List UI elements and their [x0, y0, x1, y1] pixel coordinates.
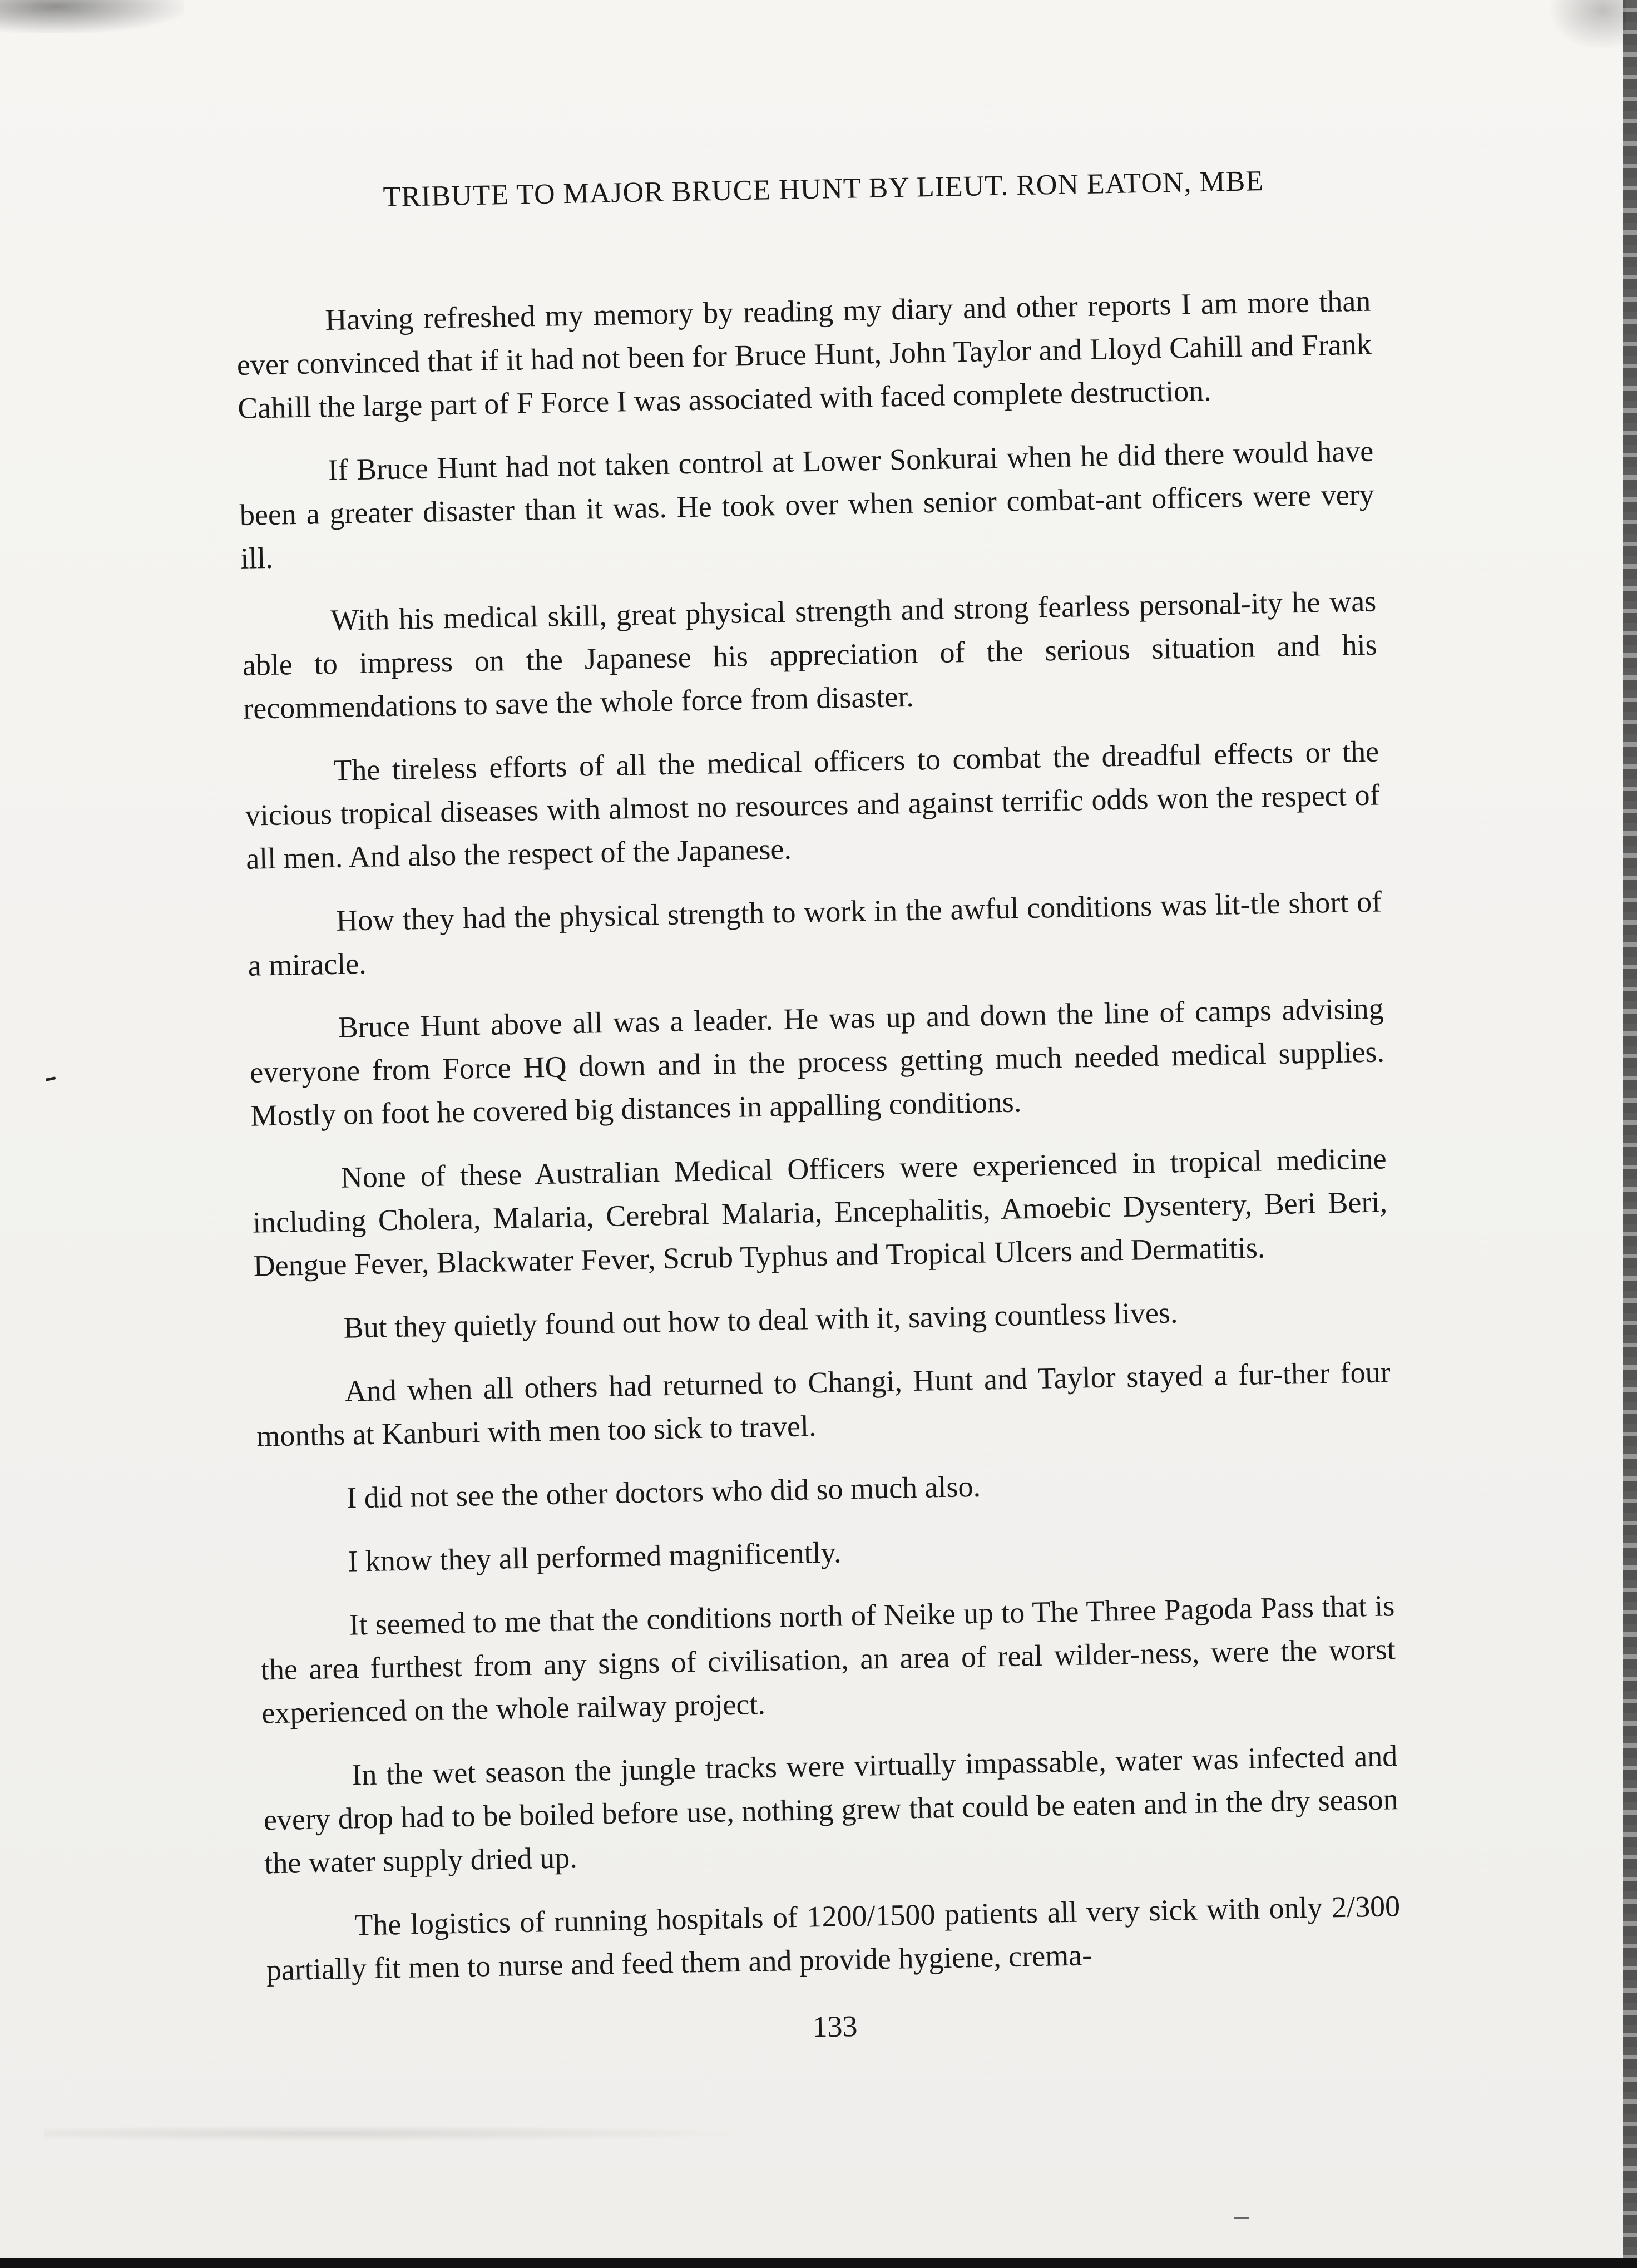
paragraph: The logistics of running hospitals of 1200/1500 patients all very sick with only 2/300 partially fit men to nurse and feed them and provide hygiene, crema-	[266, 1889, 1401, 1987]
stray-mark	[46, 1076, 56, 1081]
paragraph: If Bruce Hunt had not taken control at Lower Sonkurai when he did there would have been a greater disaster than it was. He took over when senior combat-ant officers were very ill.	[239, 434, 1375, 575]
stray-mark	[1234, 2217, 1249, 2219]
paragraph: None of these Australian Medical Officers were experienced in tropical medicine including Cholera, Malaria, Cerebral Malaria, Encephalitis, Amoebic Dysentery, Beri Beri, Dengue Fever, Blackwater Fever, Scrub Typhus and Tropical Ulcers and Dermatitis.	[252, 1142, 1388, 1283]
page-content	[234, 163, 1402, 2054]
scan-smudge	[1548, 0, 1626, 50]
page-number: 133	[812, 2009, 858, 2044]
paragraph: How they had the physical strength to work in the awful conditions was lit-tle short of a miracle.	[248, 885, 1382, 982]
paragraph: Having refreshed my memory by reading my diary and other reports I am more than ever convinced that if it had not been for Bruce Hunt, John Taylor and Lloyd Cahill and Frank Cahill the large part of F Force I was associated with faced complete destruction.	[236, 284, 1372, 425]
paragraph: In the wet season the jungle tracks were virtually impassable, water was infected and every drop had to be boiled before use, nothing grew that could be eaten and in the dry season the water supply dried up.	[263, 1739, 1399, 1880]
paragraph: With his medical skill, great physical strength and strong fearless personal-ity he was able to impress on the Japanese his appreciation of the serious situation and his recommendations to save the whole force from disaster.	[242, 584, 1378, 725]
scan-smudge	[0, 0, 184, 33]
paragraph: I know they all performed magnificently.	[347, 1535, 842, 1578]
paragraph: Bruce Hunt above all was a leader. He was up and down the line of camps advising everyone from Force HQ down and in the process getting much needed medical supplies. Mostly on foot he covered big distances in appalling conditions.	[249, 991, 1385, 1133]
paragraph: And when all others had returned to Changi, Hunt and Taylor stayed a fur-ther four months at Kanburi with men too sick to travel.	[256, 1355, 1391, 1453]
scan-edge-shadow	[1623, 0, 1637, 2268]
paragraph: I did not see the other doctors who did so much also.	[346, 1469, 981, 1515]
page-title: TRIBUTE TO MAJOR BRUCE HUNT BY LIEUT. RON EATON, MBE	[383, 165, 1264, 214]
paragraph: The tireless efforts of all the medical officers to combat the dreadful effects or the vicious tropical diseases with almost no resources and against terrific odds won the respect of all men. And also the respect of the Japanese.	[245, 734, 1381, 876]
paragraph: It seemed to me that the conditions north of Neike up to The Three Pagoda Pass that is the area furthest from any signs of civilisation, an area of real wilder-ness, were the worst experienced on the whole railway project.	[260, 1589, 1396, 1730]
scan-smudge	[44, 2125, 768, 2142]
scan-edge-shadow	[0, 2258, 1637, 2268]
paragraph: But they quietly found out how to deal with it, saving countless lives.	[343, 1296, 1178, 1345]
